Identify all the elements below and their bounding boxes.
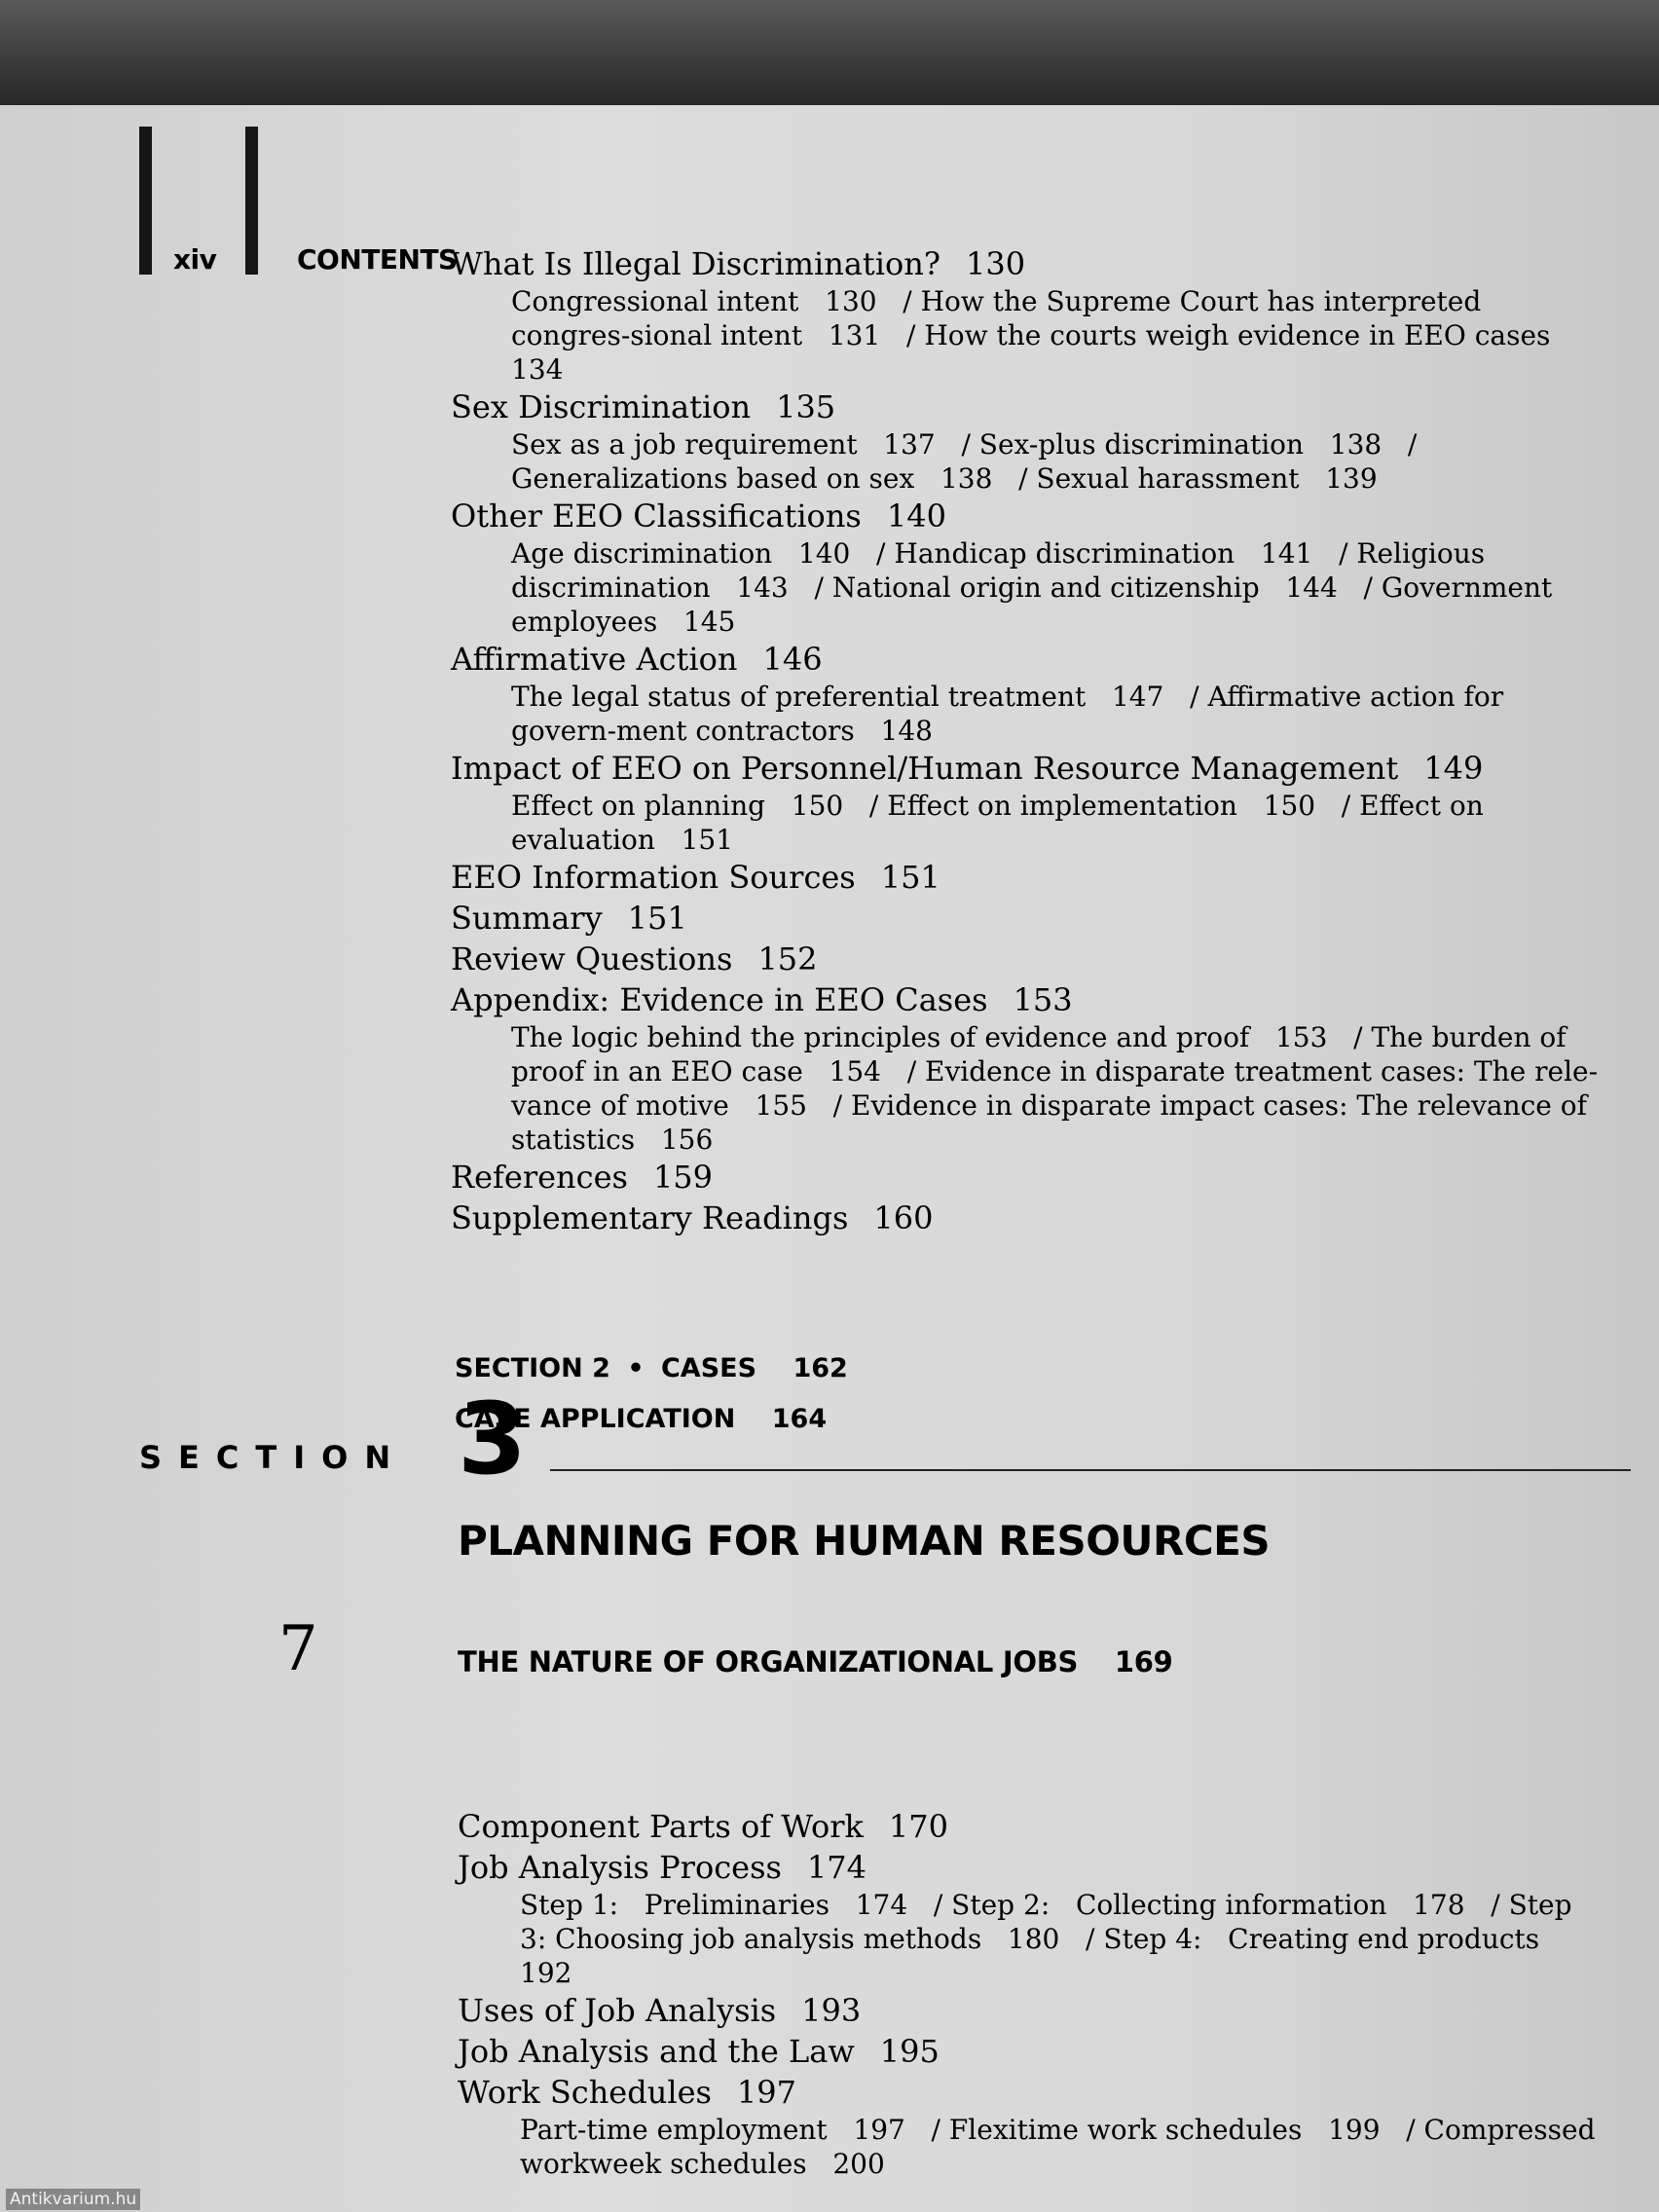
contents-list-bottom	[458, 1806, 1606, 2181]
toc-entry-text: Age discrimination 140 / Handicap discrimination 141 / Religious discrimination 143 / National origin and citizenship 144 / Government employees 145	[511, 537, 1562, 638]
toc-page-number: 193	[801, 1992, 862, 2029]
case-application-label: CASE APPLICATION	[455, 1404, 736, 1434]
toc-heading	[451, 748, 1600, 789]
toc-page-number: 170	[888, 1808, 948, 1845]
toc-heading	[451, 639, 1600, 680]
toc-entry-text: Step 1: Preliminaries 174 / Step 2: Collecting information 178 / Step 3: Choosing job analysis methods 180 / Step 4: Creating end products 192	[520, 1889, 1581, 1989]
toc-heading	[451, 496, 1600, 536]
toc-page-number: 174	[806, 1849, 866, 1886]
section-title: PLANNING FOR HUMAN RESOURCES	[458, 1517, 1271, 1565]
cases-label: CASES	[660, 1353, 757, 1383]
contents-list-top	[451, 243, 1600, 1238]
toc-entry-text: Other EEO Classifications	[451, 498, 862, 535]
section-2-label: SECTION 2	[455, 1353, 610, 1383]
toc-entry-text: Job Analysis Process	[458, 1849, 782, 1886]
chapter-number: 7	[278, 1613, 318, 1685]
toc-heading	[451, 979, 1600, 1020]
toc-heading	[458, 2072, 1606, 2113]
toc-page-number: 159	[652, 1159, 714, 1196]
toc-heading	[458, 1847, 1606, 1888]
page-number: xiv	[173, 243, 217, 276]
toc-entry-text: Work Schedules	[458, 2074, 712, 2111]
toc-page-number: 135	[776, 388, 836, 425]
toc-entry-text: Affirmative Action	[451, 641, 738, 678]
cases-page: 162	[793, 1353, 848, 1383]
section-label: SECTION	[139, 1439, 408, 1476]
toc-heading	[451, 1157, 1600, 1198]
toc-entry-text: References	[451, 1159, 628, 1196]
toc-entry-text: Sex Discrimination	[451, 388, 752, 425]
section-rule	[550, 1469, 1631, 1471]
toc-heading	[451, 243, 1600, 284]
toc-entry-text: Effect on planning 150 / Effect on implementation 150 / Effect on evaluation 151	[511, 790, 1493, 856]
toc-heading	[458, 1990, 1606, 2031]
toc-subentries	[451, 680, 1600, 748]
toc-page-number: 153	[1013, 981, 1073, 1018]
section-number: 3	[458, 1382, 527, 1497]
header-rule-right	[245, 127, 258, 275]
toc-entry-text: Component Parts of Work	[458, 1808, 864, 1845]
toc-entry-text: Congressional intent 130 / How the Supreme Court has interpreted congres-sional intent 131 / How the courts weigh evidence in EEO cases 134	[511, 285, 1577, 386]
binding-shadow	[0, 0, 1659, 107]
bullet: •	[627, 1353, 645, 1383]
toc-heading	[458, 1806, 1606, 1847]
toc-heading	[451, 1198, 1600, 1238]
toc-entry-text: EEO Information Sources	[451, 859, 856, 896]
toc-heading	[458, 2031, 1606, 2072]
toc-entry-text: Summary	[451, 900, 603, 937]
chapter-title	[458, 1645, 1173, 1678]
toc-page-number: 130	[966, 245, 1026, 282]
toc-subentries	[451, 789, 1600, 857]
watermark: Antikvarium.hu	[6, 2189, 140, 2210]
toc-entry-text: Supplementary Readings	[451, 1199, 849, 1236]
header-rule-left	[139, 127, 152, 275]
toc-heading	[451, 898, 1600, 939]
toc-entry-text: The logic behind the principles of evidence and proof 153 / The burden of proof in an EEO case 154 / Evidence in disparate treatment cases: The rele-vance of motive 155 / Evidence in disparate impact cases: The relevance of statistics 156	[511, 1021, 1599, 1156]
toc-heading	[451, 387, 1600, 427]
toc-entry-text: The legal status of preferential treatment 147 / Affirmative action for govern-ment contractors 148	[511, 681, 1513, 747]
toc-page-number: 151	[880, 859, 940, 896]
toc-page-number: 152	[757, 940, 818, 977]
toc-page-number: 195	[879, 2033, 940, 2070]
toc-subentries	[451, 427, 1600, 496]
toc-page-number: 149	[1423, 750, 1484, 787]
toc-subentries	[458, 1888, 1606, 1990]
toc-page-number: 151	[627, 900, 687, 937]
toc-page-number: 160	[873, 1199, 934, 1236]
case-application-page: 164	[771, 1404, 828, 1434]
toc-entry-text: Appendix: Evidence in EEO Cases	[451, 981, 988, 1018]
toc-entry-text: Sex as a job requirement 137 / Sex-plus discrimination 138 / Generalizations based on sex 138 / Sexual harassment 139	[511, 428, 1426, 495]
chapter-title-text: THE NATURE OF ORGANIZATIONAL JOBS	[458, 1645, 1079, 1678]
toc-heading	[451, 939, 1600, 979]
toc-entry-text: Job Analysis and the Law	[458, 2033, 855, 2070]
toc-subentries	[451, 284, 1600, 387]
toc-page-number: 140	[886, 498, 946, 535]
toc-subentries	[451, 536, 1600, 639]
toc-entry-text: Part-time employment 197 / Flexitime work schedules 199 / Compressed workweek schedules 200	[520, 2114, 1604, 2180]
chapter-page: 169	[1114, 1645, 1173, 1678]
toc-entry-text: What Is Illegal Discrimination?	[451, 245, 941, 282]
toc-entry-text: Impact of EEO on Personnel/Human Resource Management	[451, 750, 1399, 787]
toc-page-number: 197	[736, 2074, 796, 2111]
toc-entry-text: Uses of Job Analysis	[458, 1992, 777, 2029]
toc-page-number: 146	[762, 641, 823, 678]
toc-subentries	[458, 2113, 1606, 2181]
toc-heading	[451, 857, 1600, 898]
toc-subentries	[451, 1020, 1600, 1157]
toc-entry-text: Review Questions	[451, 940, 733, 977]
running-title: CONTENTS	[297, 243, 458, 276]
